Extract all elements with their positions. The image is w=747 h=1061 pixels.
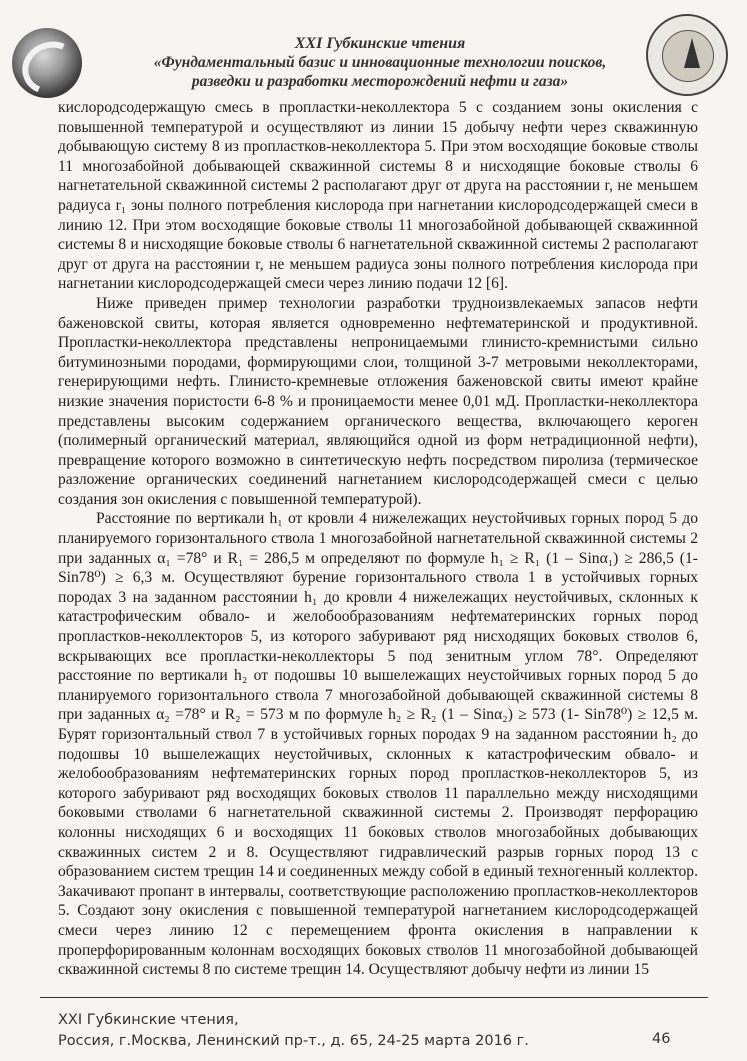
header-title: XXI Губкинские чтения	[294, 35, 466, 52]
header-subtitle-line2: разведки и разработки месторождений нефти и газа»	[191, 73, 569, 90]
paragraph-3: Расстояние по вертикали h₁ от кровли 4 нижележащих неустойчивых горных пород 5 до планируемого горизонтального ствола 1 многозабойной нагнетательной скважинной системы 2 при заданных α₁ =78° и R₁ = 286,5 м определяют по формуле h₁ ≥ R₁ (1 – Sinα₁) ≥ 286,5 (1- Sin78⁰) ≥ 6,3 м. Осуществляют бурение горизонтального ствола 1 в устойчивых горных породах 3 на заданном расстоянии h₁ до кровли 4 нижележащих неустойчивых, склонных к катастрофическим обвало- и желобообразованиям нефтематеринских горных пород пропластков-неколлекторов 5, из которого забуривают ряд нисходящих боковых стволов 6, вскрывающих все пропластки-неколлекторы 5 под зенитным углом 78°. Определяют расстояние по вертикали h₂ от подошвы 10 вышележащих неустойчивых горных пород 5 до планируемого горизонтального ствола 7 многозабойной добывающей скважинной системы 8 при заданных α₂ =78° и R₂ = 573 м по формуле h₂ ≥ R₂ (1 – Sinα₂) ≥ 573 (1- Sin78⁰) ≥ 12,5 м. Бурят горизонтальный ствол 7 в устойчивых горных породах 9 на заданном расстоянии h₂ до подошвы 10 вышележащих неустойчивых, склонных к катастрофическим обвало- и желобообразованиям нефтематеринских горных пород пропластков-неколлекторов 5, из которого забуривают ряд восходящих боковых стволов 11 параллельно между нисходящими боковыми стволами 6 нагнетательной скважинной системы 2. Производят перфорацию колонны нисходящих 6 и восходящих 11 боковых стволов многозабойных добывающих скважинных систем 2 и 8. Осуществляют гидравлический разрыв горных пород 13 с образованием систем трещин 14 и соединенных между собой в единый техногенный коллектор. Закачивают пропант в интервалы, соответствующие расположению пропластков-неколлекторов 5. Создают зону окисления с повышенной температурой нагнетанием кислородсодержащей смеси через линию 12 с перемещением фронта окисления в направлении к проперфорированным колоннам восходящих боковых стволов 11 многозабойной добывающей скважинной системы 8 по системе трещин 14. Осуществляют добычу нефти из линии 15	[58, 510, 698, 979]
page-number: 46	[652, 1031, 671, 1047]
document-body	[58, 98, 698, 980]
conference-logo-icon	[12, 28, 82, 98]
page-footer	[58, 1010, 698, 1052]
footer-divider	[40, 997, 708, 998]
footer-address: Россия, г.Москва, Ленинский пр-т., д. 65, 24-25 марта 2016 г.	[58, 1033, 529, 1049]
page-header	[0, 0, 747, 100]
paragraph-1: кислородсодержащую смесь в пропластки-неколлектора 5 с созданием зоны окисления с повышенной температурой и осуществляют из линии 15 добычу нефти через скважинную добывающую систему 8 из пропластков-неколлектора 5. При этом восходящие боковые стволы 11 многозабойной добывающей скважинной системы 8 и нисходящие боковые стволы 6 нагнетательной скважинной системы 2 располагают друг от друга на расстоянии r, не меньшем радиуса r₁ зоны полного потребления кислорода при нагнетании кислородсодержащей смеси в линию 12. При этом восходящие боковые стволы 11 многозабойной добывающей скважинной системы 8 и нисходящие боковые стволы 6 нагнетательной скважинной системы 2 располагают друг от друга на расстоянии r, не меньшем радиуса зоны полного потребления кислорода при нагнетании кислородсодержащей смеси через линию подачи 12 [6].	[58, 99, 698, 293]
header-subtitle-line1: «Фундаментальный базис и инновационные технологии поисков,	[153, 54, 607, 71]
society-seal-icon	[646, 14, 728, 96]
footer-conference: XXI Губкинские чтения,	[58, 1012, 239, 1028]
paragraph-2: Ниже приведен пример технологии разработки трудноизвлекаемых запасов нефти баженовской свиты, которая является одновременно нефтематеринской и продуктивной. Пропластки-неколлектора представлены непроницаемыми глинисто-кремнистыми сильно битуминозными породами, формирующими слои, толщиной 3-7 метровыми неколлекторами, генерирующими нефть. Глинисто-кремневые отложения баженовской свиты имеют крайне низкие значения пористости 6-8 % и проницаемости менее 0,01 мД. Пропластки-неколлектора представлены высоким содержанием органического вещества, включающего кероген (полимерный органический материал, являющийся одной из форм нетрадиционной нефти), превращение которого возможно в синтетическую нефть посредством пиролиза (термическое разложение органических соединений нагнетанием кислородсодержащей смеси с целью создания зон окисления с повышенной температурой).	[58, 294, 698, 508]
